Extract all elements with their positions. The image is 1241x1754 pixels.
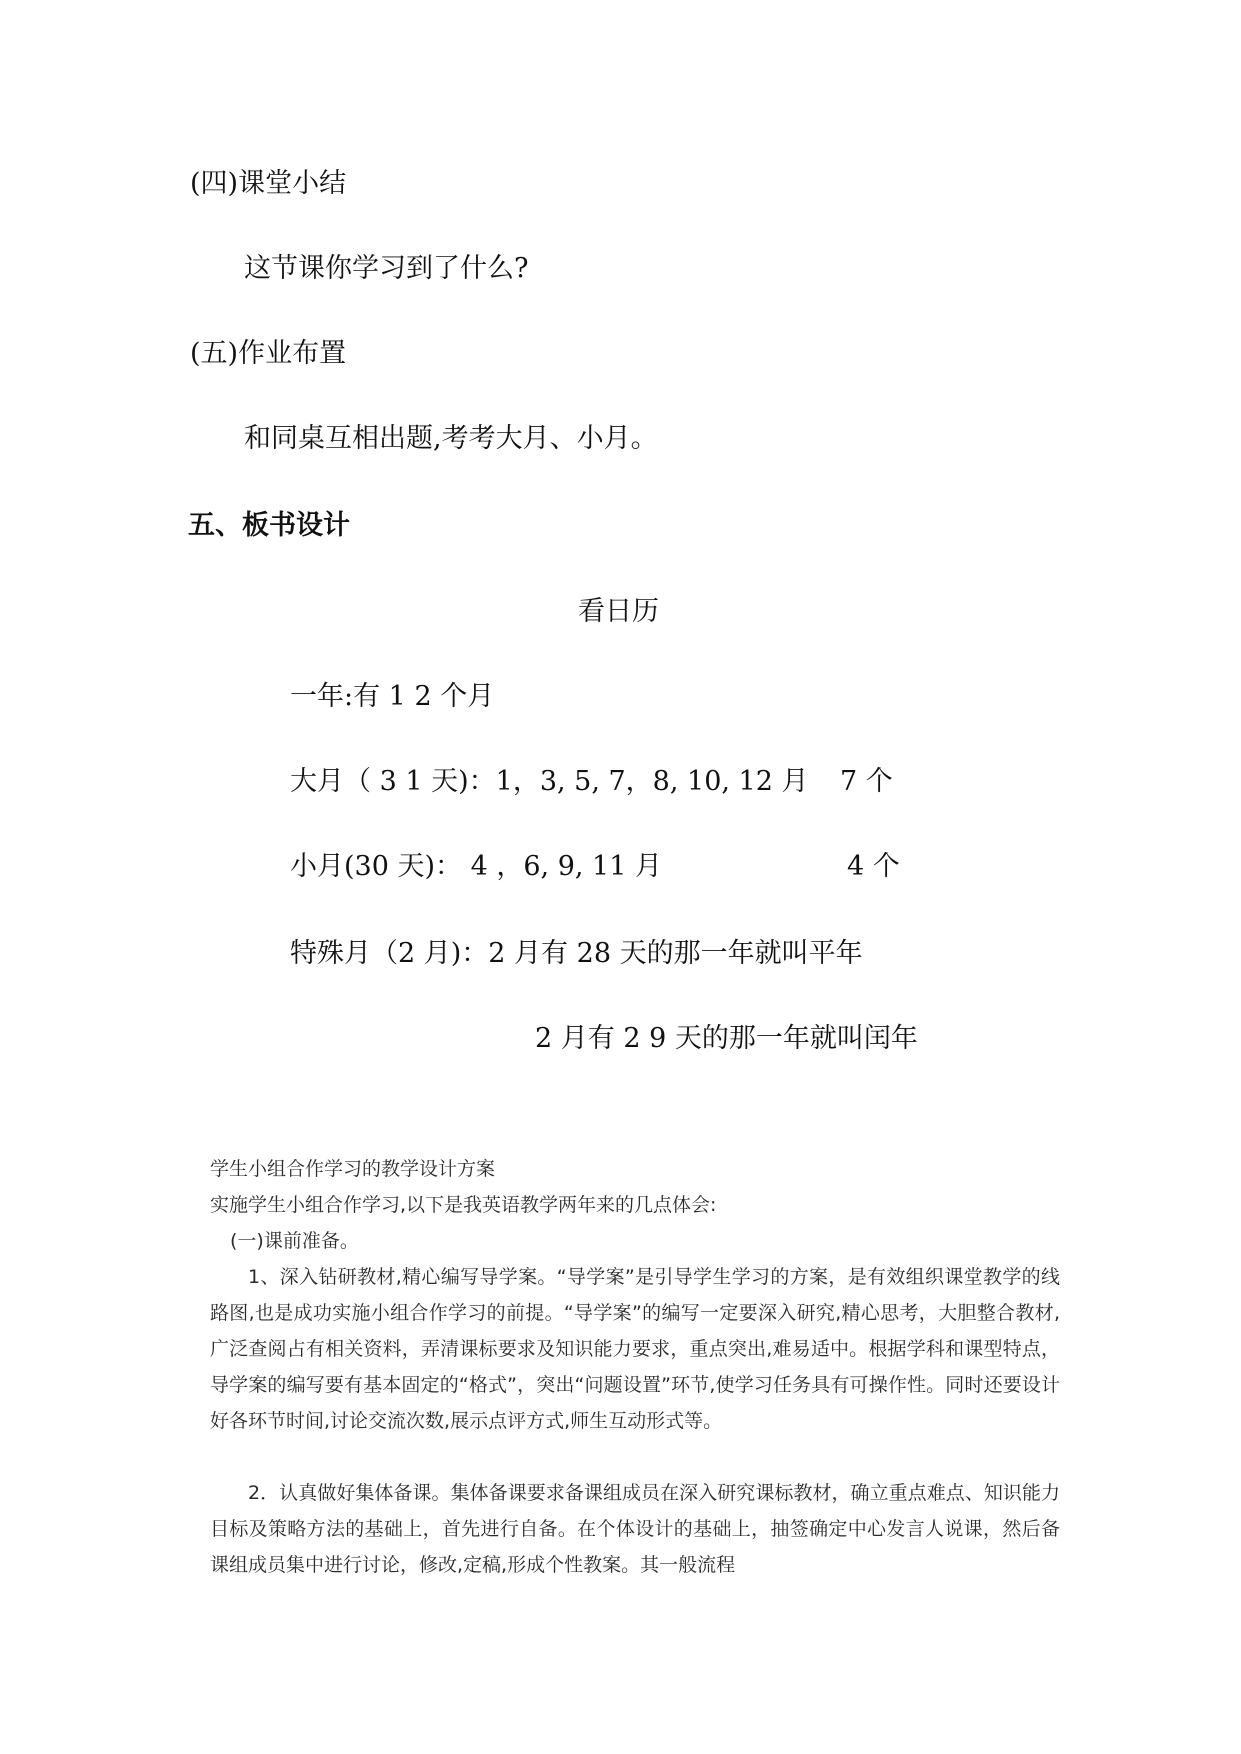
- board-big-month-count: 7 个: [840, 766, 893, 797]
- board-small-month-count: 4 个: [847, 851, 900, 882]
- board-small-month: 小月(30 天)： 4 ，6, 9, 11 月: [290, 851, 662, 882]
- article-intro: 实施学生小组合作学习,以下是我英语教学两年来的几点体会:: [210, 1194, 717, 1216]
- board-big-month: 大月（ 3 1 天)：1，3, 5, 7，8, 10, 12 月: [290, 766, 809, 797]
- article-paragraph-2: 2．认真做好集体备课。集体备课要求备课组成员在深入研究课标教材，确立重点难点、知识能力目标及策略方法的基础上，首先进行自备。在个体设计的基础上，抽签确定中心发言人说课，然后备课组成员集中进行讨论，修改,定稿,形成个性教案。其一般流程: [210, 1482, 1060, 1576]
- section5-title: (五)作业布置: [190, 338, 347, 369]
- board-special-line2: 2 月有 2 9 天的那一年就叫闰年: [535, 1023, 918, 1054]
- article-title: 学生小组合作学习的教学设计方案: [210, 1158, 496, 1180]
- article-paragraph-1: 1、深入钻研教材,精心编写导学案。“导学案”是引导学生学习的方案，是有效组织课堂教学的线路图,也是成功实施小组合作学习的前提。“导学案”的编写一定要深入研究,精心思考，大胆整合教材,广泛查阅占有相关资料，弄清课标要求及知识能力要求，重点突出,难易适中。根据学科和课型特点，导学案的编写要有基本固定的“格式”，突出“问题设置”环节,使学习任务具有可操作性。同时还要设计好各环节时间,讨论交流次数,展示点评方式,师生互动形式等。: [210, 1266, 1060, 1432]
- board-year-line: 一年:有 1 2 个月: [290, 681, 495, 712]
- section4-body: 这节课你学习到了什么?: [244, 253, 529, 284]
- section4-title: (四)课堂小结: [190, 168, 347, 199]
- article-subheading: (一)课前准备。: [230, 1230, 359, 1252]
- board-heading: 五、板书设计: [188, 510, 350, 541]
- board-title: 看日历: [578, 596, 659, 627]
- section5-body: 和同桌互相出题,考考大月、小月。: [244, 423, 658, 454]
- board-special-line1: 特殊月（2 月)：2 月有 28 天的那一年就叫平年: [290, 938, 863, 969]
